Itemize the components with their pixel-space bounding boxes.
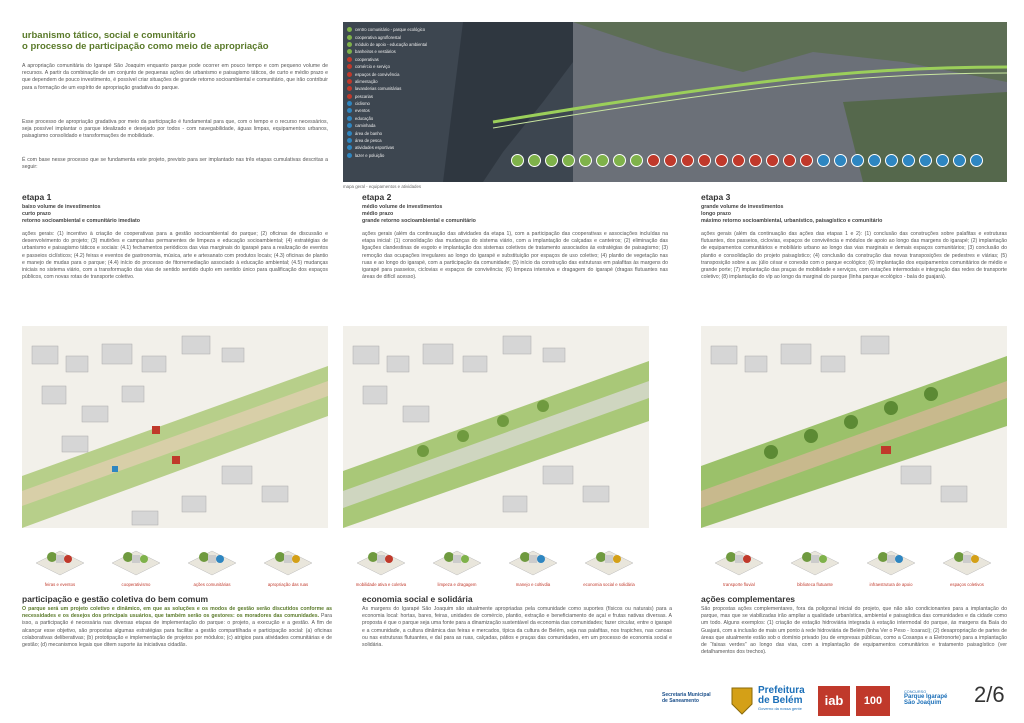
etapa-term: curto prazo	[22, 211, 51, 217]
map-pin-icon	[715, 154, 728, 167]
legend-label: módulo de apoio - educação ambiental	[355, 41, 428, 47]
aerial-illustration-1	[22, 326, 328, 528]
activity-illustration-icon	[579, 537, 639, 577]
activity-label: mobilidade ativa e coletiva	[355, 582, 407, 587]
map-pin-icon	[664, 154, 677, 167]
legend-dot-icon	[347, 101, 352, 106]
legend-dot-icon	[347, 138, 352, 143]
section-text: São propostas ações complementares, fora da poligonal inicial do projeto, que não são condicionantes para a implantação do parque, mas que se viabilizadas irão ampliar a qualidade urbanística, ambiental e paisagística das comunidades e da cidade como um todo. Alguns exemplos: (1) criação de estação hidroviária integrada à estação intermodal do parque, às margens da Baía do Guajará, com a inclusão de mais um ponto à rede hidroviária de Belém (linha Ver o Peso - Icoaraci); (2) desapropriação de partes de áreas que atualmente estão sob o domínio privado (ou de empresas públicas, como a Cosanpa e a Eletronorte) para a implantação de “faixas verdes” ao longo das vias, com a implantação de equipamentos comunitários e tratamento paisagístico (ver detalhamentos dos trechos).	[701, 606, 1007, 656]
legend-item	[347, 78, 465, 85]
activity-illustration-icon	[427, 537, 487, 577]
legend-item	[347, 129, 465, 136]
legend-dot-icon	[347, 27, 352, 32]
map-pin-icon	[800, 154, 813, 167]
map-pin-icon	[766, 154, 779, 167]
legend-item	[347, 41, 465, 48]
logo-prefeitura-line2: de Belém	[758, 695, 803, 706]
legend-label: eventos	[355, 108, 370, 114]
legend-dot-icon	[347, 57, 352, 62]
legend-item	[347, 26, 465, 33]
map-pin-icon	[613, 154, 626, 167]
map-pin-icon	[528, 154, 541, 167]
legend-label: alimentação	[355, 78, 378, 84]
etapa-actions: ações gerais: (1) incentivo à criação de cooperativas para a gestão socioambiental do parque; (2) oficinas de discussão e desenvolvimento do projeto; (3) mutirões e campanhas permanentes de limpeza e educação socioambiental; (4) estratégias de urbanismo e paisagismo táticos e sociais: (4.1) fechamentos periódicos das vias marginais do igarapé para a realização de eventos e passeios ciclísticos; (4.2) feiras e eventos de gastronomia, música, arte e artesanato com produtos locais; (4.3) oficinas de plantio e manejo de mudas para o parque; (4.4) início do processo de fitorremediação associado à educação ambiental; (4.5) mudanças iniciais no sistema viário, com a transformação das vias de sentido sentido duplo em sentido único para qualificação dos espaços públicos, com novas rotas de transporte coletivo.	[22, 231, 328, 281]
legend-label: banheiros e vestiários	[355, 49, 396, 55]
etapa-investment: grande volume de investimentos	[701, 204, 784, 210]
map-pin-icon	[732, 154, 745, 167]
legend-dot-icon	[347, 123, 352, 128]
activity-label: apropriação das ruas	[267, 582, 309, 587]
legend-dot-icon	[347, 153, 352, 158]
legend-label: pescarias	[355, 93, 373, 99]
legend-dot-icon	[347, 86, 352, 91]
activity-icon-card	[785, 537, 845, 587]
section-title: participação e gestão coletiva do bem comum	[22, 594, 209, 604]
intro-paragraph-2: Esse processo de apropriação gradativa por meio da participação é fundamental para que, com o tempo e o recurso necessários, seja possível implantar o parque idealizado e desejado por todos - com navegabilidade, águas limpas, equipamentos urbanos, paisagismo consolidado e transformações de mobilidade.	[22, 119, 328, 140]
activity-icon-card	[937, 537, 997, 587]
map-pin-icon	[681, 154, 694, 167]
legend-item	[347, 63, 465, 70]
legend-label: educação	[355, 115, 374, 121]
map-pin-icon	[936, 154, 949, 167]
legend-dot-icon	[347, 49, 352, 54]
aerial-illustration-2	[343, 326, 649, 528]
aerial-view-etapa-1	[22, 326, 328, 528]
activity-illustration-icon	[106, 537, 166, 577]
legend-label: centro comunitário - parque ecológico	[355, 27, 426, 33]
logo-concurso-line1: CONCURSO	[904, 690, 927, 694]
map-pin-icon	[953, 154, 966, 167]
legend-item	[347, 115, 465, 122]
logo-concurso-line3: São Joaquim	[904, 700, 942, 706]
legend-label: lazer e poluição	[355, 152, 385, 158]
legend-item	[347, 56, 465, 63]
logo-prefeitura-line3: Governo da nossa gente	[758, 706, 802, 711]
legend-label: área de banho	[355, 130, 383, 136]
map-pin-icon	[817, 154, 830, 167]
map-pin-icon	[596, 154, 609, 167]
saneamento-logo	[662, 686, 722, 716]
activity-label: espaços coletivos	[950, 582, 984, 587]
etapa-return: grande retorno socioambiental e comunitário	[362, 218, 476, 224]
etapa-return: retorno socioambiental e comunitário imediato	[22, 218, 141, 224]
section-2	[362, 594, 672, 649]
etapa-2-block	[362, 192, 668, 281]
legend-label: comércio e serviço	[355, 64, 390, 70]
map-pin-icon	[902, 154, 915, 167]
map-pin-icon	[630, 154, 643, 167]
etapa-investment: médio volume de investimentos	[362, 204, 443, 210]
legend-dot-icon	[347, 35, 352, 40]
activity-icon-card	[579, 537, 639, 587]
section-text: As margens do Igarapé São Joaquim são atualmente apropriadas pela comunidade como suportes (físicos ou naturais) para a economia local: hortas, bares, feiras, unidades de comércio, plantio, extração e beneficiamento de açaí e frutas nativas diversas. A proposta é que o parque seja uma fonte para a dinamização sustentável da economia das comunidades; fazer circular, entre o igarapé e a comunidade, a cultura dinâmica das feiras e mercados, típica da cultura de Belém, seja nas palafitas, nos trapiches, nas canoas ou nas estruturas flutuantes, e daí para as ruas, calçadas, pátios e praças das comunidades, em um processo de economia social e solidária.	[362, 606, 672, 649]
legend-item	[347, 33, 465, 40]
section-1	[22, 594, 332, 649]
map-pin-icon	[834, 154, 847, 167]
etapa-term: médio prazo	[362, 211, 394, 217]
section-title: ações complementares	[701, 594, 796, 604]
etapa-title: etapa 2	[362, 192, 392, 202]
section-title: economia social e solidária	[362, 594, 473, 604]
legend-dot-icon	[347, 79, 352, 84]
activity-illustration-icon	[30, 537, 90, 577]
legend-item	[347, 85, 465, 92]
section-3	[701, 594, 1007, 656]
activity-icon-card	[861, 537, 921, 587]
map-pin-icon	[919, 154, 932, 167]
map-pin-icon	[851, 154, 864, 167]
map-pin-icon	[545, 154, 558, 167]
map-pin-icon	[970, 154, 983, 167]
legend-item	[347, 137, 465, 144]
legend-item	[347, 144, 465, 151]
activity-label: transporte fluvial	[723, 582, 755, 587]
page-number: 2/6	[974, 682, 1005, 707]
activity-label: infraestrutura de apoio	[869, 582, 913, 587]
concurso-logo	[904, 686, 966, 716]
legend-dot-icon	[347, 94, 352, 99]
etapa-term: longo prazo	[701, 211, 732, 217]
aerial-view-etapa-2	[343, 326, 649, 528]
legend-dot-icon	[347, 116, 352, 121]
legend-dot-icon	[347, 131, 352, 136]
page-title: urbanismo tático, social e comunitário	[22, 30, 196, 41]
etapa-return: máximo retorno socioambiental, urbanístico, paisagístico e comunitário	[701, 218, 883, 224]
etapa-3-block	[701, 192, 1007, 281]
aerial-illustration-3	[701, 326, 1007, 528]
general-map	[343, 22, 1007, 182]
legend-item	[347, 122, 465, 129]
legend-label: espaços de convivência	[355, 71, 400, 77]
legend-label: cooperativa agroflorestal	[355, 34, 401, 40]
legend-item	[347, 93, 465, 100]
legend-dot-icon	[347, 145, 352, 150]
activity-illustration-icon	[182, 537, 242, 577]
prefeitura-logo	[758, 686, 814, 716]
map-pin-icon	[511, 154, 524, 167]
logo-concurso-line2: Parque Igarapé	[904, 694, 948, 700]
legend-item	[347, 107, 465, 114]
etapa-investment: baixo volume de investimentos	[22, 204, 101, 210]
activity-label: limpeza e dragagem	[437, 582, 477, 587]
legend-item	[347, 152, 465, 159]
intro-paragraph-3: É com base nesse processo que se fundamenta este projeto, previsto para ser implantado nas três etapas cumulativas descritas a seguir:	[22, 157, 328, 171]
activity-label: ações comunitárias	[193, 582, 231, 587]
map-pin-icon	[647, 154, 660, 167]
legend-item	[347, 70, 465, 77]
activity-icon-card	[182, 537, 242, 587]
etapa-actions: ações gerais (além da continuação das ações das etapas 1 e 2): (1) conclusão das construções sobre palafitas e estruturas flutuantes, dos passeios, ciclovias, espaços de convivência e módulos de apoio ao longo das margens do igarapé; (2) implantação de equipamentos comunitários e mobiliário urbano ao longo das vias marginais e demais espaços comunitários; (3) conclusão do plantio e consolidação do projeto paisagístico; (4) conclusão da construção das novas transposições de pedestres e viárias; (5) transposição sobre a av. júlio césar e conexão com o parque ecológico; (6) implantação dos equipamentos comunitários de médio e grande porte; (7) implantação das praças de mobilidade e serviços, com estações intermodais e integração das redes de transporte coletivo; (8) implantação do vlp ao longo da marginal do parque (linha parque ecológico - baía do guajará).	[701, 231, 1007, 281]
activity-illustration-icon	[709, 537, 769, 577]
activity-icon-card	[30, 537, 90, 587]
intro-paragraph-1: A apropriação comunitária do Igarapé São Joaquim enquanto parque pode ocorrer em pouco tempo e com pequeno volume de recursos. A partir da combinação de um conjunto de pequenas ações de urbanismo e paisagismo táticos, de curto e médio prazo e que dependem de pouco investimento, é possível criar situações de grande retorno socioambiental e comunitário, que irão contribuir para a formação de um espírito de apropriação gradativa do parque.	[22, 63, 328, 91]
activity-icon-card	[427, 537, 487, 587]
aerial-view-etapa-3	[701, 326, 1007, 528]
section-lead: O parque será um projeto coletivo e dinâmico, em que as soluções e os modos de gestão serão discutidos conforme as necessidades e os desejos dos principais usuários, que também serão os gestores: os moradores das comunidades.	[22, 606, 332, 620]
etapa-actions: ações gerais (além da continuação das atividades da etapa 1), com a participação das cooperativas e associações incluídas na etapa inicial: (1) consolidação das mudanças do sistema viário, com a implantação de calçadas e canteiros; (2) eliminação das ligações clandestinas de esgoto e implantação dos sistemas coletivos de tratamento associados às estratégias de paisagismo; (3) remoção das ocupações irregulares ao longo do igarapé e substituição por espaços de uso coletivo; (4) plantio de vegetação nas ruas e ao longo do igarapé, com a participação da comunidade; (5) início da construção das estruturas em palafitas às margens do igarapé para passeios, ciclovias e espaços de convivência; (6) limpeza intensiva e dragagem do igarapé (dragas flutuantes nas áreas de difícil acesso).	[362, 231, 668, 281]
activity-illustration-icon	[258, 537, 318, 577]
legend-dot-icon	[347, 64, 352, 69]
activity-illustration-icon	[351, 537, 411, 577]
activity-label: feiras e eventos	[44, 582, 76, 587]
activity-label: biblioteca flutuante	[797, 582, 833, 587]
activity-label: manejo e coltivdia	[515, 582, 551, 587]
legend-item	[347, 48, 465, 55]
map-pin-icon	[783, 154, 796, 167]
map-pin-icon	[562, 154, 575, 167]
etapa-title: etapa 3	[701, 192, 731, 202]
logo-saneamento-line2: de Saneamento	[662, 698, 699, 704]
activity-illustration-icon	[861, 537, 921, 577]
section-text: Para isso, a participação é necessária nas diversas etapas de implementação do parque: o projeto, a execução e a gestão. A fim de alcançar esse objetivo, são propostas algumas estratégias para facilitar a gestão compartilhada e participação social: (a) oficinas colaborativas deliberativas; (b) prototipação e implementação de projetos por módulos; (c) atrigios para atividades comunitárias e de gestão; (d) mecanismos legais que ditem suporte às iniciativas cidadãs.	[22, 613, 332, 649]
logo-saneamento-line1: Secretaria Municipal	[662, 692, 711, 698]
activity-icon-card	[503, 537, 563, 587]
legend-label: atividades esportivas	[355, 145, 395, 151]
logo-prefeitura-line1: Prefeitura	[758, 685, 805, 696]
legend-label: área de pesca	[355, 138, 382, 144]
activity-icon-card	[106, 537, 166, 587]
legend-item	[347, 100, 465, 107]
map-caption: mapa geral - equipamentos e atividades	[343, 184, 422, 189]
map-legend	[347, 26, 465, 159]
activity-icon-card	[351, 537, 411, 587]
legend-label: cooperativas	[355, 56, 379, 62]
etapa-1-block	[22, 192, 328, 281]
etapa-title: etapa 1	[22, 192, 52, 202]
legend-dot-icon	[347, 42, 352, 47]
legend-label: lavanderias comunitárias	[355, 86, 402, 92]
iab-logo: iab	[818, 686, 850, 716]
activity-icon-card	[709, 537, 769, 587]
activity-illustration-icon	[785, 537, 845, 577]
map-pin-icon	[579, 154, 592, 167]
page-subtitle: o processo de participação como meio de apropriação	[22, 41, 269, 52]
iab-100-logo: 100	[856, 686, 890, 716]
map-pin-icon	[749, 154, 762, 167]
map-pin-icon	[868, 154, 881, 167]
map-pin-icon	[698, 154, 711, 167]
activity-illustration-icon	[503, 537, 563, 577]
legend-dot-icon	[347, 108, 352, 113]
belem-crest-icon	[730, 686, 754, 716]
legend-dot-icon	[347, 72, 352, 77]
activity-label: economia social e solidária	[583, 582, 635, 587]
activity-illustration-icon	[937, 537, 997, 577]
map-pin-icon	[885, 154, 898, 167]
legend-label: caminhada	[355, 123, 376, 129]
activity-icon-card	[258, 537, 318, 587]
legend-label: ciclismo	[355, 101, 370, 107]
activity-label: cooperativismo	[121, 582, 151, 587]
